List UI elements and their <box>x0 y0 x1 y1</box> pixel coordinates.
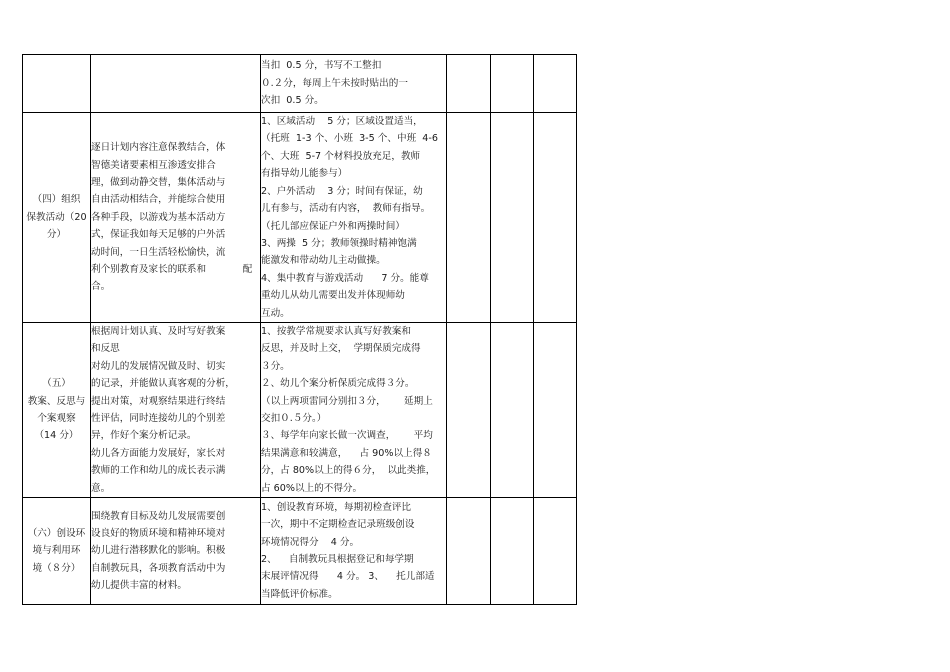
text-line: 合。 <box>91 281 111 293</box>
scoring-standard-cell <box>261 498 447 605</box>
score-cell <box>447 55 491 113</box>
text-line: 重幼儿从幼儿需要出发并体现师幼 <box>261 290 405 302</box>
text-line: 结果满意和较满意， 占 90%以上得８ <box>261 447 432 459</box>
table-row <box>23 113 577 323</box>
requirement-cell <box>91 498 261 605</box>
text-line: 当降低评价标准。 <box>261 588 338 600</box>
score-cell <box>447 498 491 605</box>
text-line: 分） <box>46 229 67 241</box>
score-cell <box>447 113 491 323</box>
text-line: 1、创设教育环境，每期初检查评比 <box>261 501 412 513</box>
text-line: 当扣 0.5 分，书写不工整扣 <box>261 60 382 72</box>
text-line: 逐日计划内容注意保教结合，体 <box>91 142 226 154</box>
text-line: （四）组织 <box>32 194 81 206</box>
score-cell <box>534 113 577 323</box>
requirement-cell <box>91 113 261 323</box>
evaluation-table <box>22 54 577 605</box>
category-cell <box>23 498 91 605</box>
text-line: 占 60%以上的不得分。 <box>261 482 363 494</box>
category-cell <box>23 323 91 498</box>
text-line: 1、区域活动 5 分；区域设置适当， <box>261 116 423 128</box>
text-line: 有指导幼儿能参与） <box>261 168 348 180</box>
text-line: 理，做到动静交替，集体活动与 <box>91 176 226 188</box>
text-line: 提出对策，对观察结果进行终结 <box>91 395 226 407</box>
text-line: 各种手段，以游戏为基本活动方 <box>91 211 226 223</box>
text-line: 次扣 0.5 分。 <box>261 95 324 107</box>
text-line: 2、 自制教玩具根据登记和每学期 <box>261 554 414 566</box>
text-line: （托班 1-3 个、小班 3-5 个、中班 4-6 <box>261 133 438 145</box>
text-line: ２、幼儿个案分析保质完成得３分。 <box>261 378 415 390</box>
text-line: 一次，期中不定期检查记录班级创设 <box>261 519 415 531</box>
requirement-cell <box>91 323 261 498</box>
text-line: 和反思 <box>91 343 120 355</box>
text-line: （14 分） <box>34 430 79 442</box>
text-line: 对幼儿的发展情况做及时、切实 <box>91 360 226 372</box>
text-line: 4、集中教育与游戏活动 7 分。能尊 <box>261 272 429 284</box>
text-line: 自由活动相结合，并能综合使用 <box>91 194 226 206</box>
category-cell <box>23 55 91 113</box>
scoring-standard-cell <box>261 55 447 113</box>
score-cell <box>491 55 534 113</box>
text-line: 保教活动（20 <box>26 211 87 223</box>
text-line: （托儿部应保证户外和两操时间） <box>261 220 405 232</box>
requirement-cell <box>91 55 261 113</box>
text-line: 1、按教学常规要求认真写好教案和 <box>261 326 412 337</box>
text-line: 幼儿进行潜移默化的影响。积极 <box>91 545 226 557</box>
table-row <box>23 498 577 605</box>
text-line: 教案、反思与 <box>27 395 86 407</box>
text-line: 末展评情况得 4 分。 3、 托儿部适 <box>261 571 435 583</box>
table-row <box>23 55 577 113</box>
scoring-standard-cell <box>261 323 447 498</box>
text-line: 反思，并及时上交， 学期保质完成得 <box>261 343 421 355</box>
score-cell <box>491 323 534 498</box>
table-row <box>23 323 577 498</box>
text-line: 设良好的物质环境和精神环境对 <box>91 527 226 539</box>
score-cell <box>534 55 577 113</box>
text-line: 2、户外活动 3 分；时间有保证，幼 <box>261 185 423 197</box>
text-line: 境与利用环 <box>32 545 81 557</box>
text-line: 3、两操 5 分；教师领操时精神饱满 <box>261 237 417 249</box>
text-line: 根据周计划认真、及时写好教案 <box>91 326 226 337</box>
text-line: 的记录，并能做认真客观的分析， <box>91 378 235 390</box>
category-cell <box>23 113 91 323</box>
text-line: 教师的工作和幼儿的成长表示满 <box>91 465 226 477</box>
text-line: 能激发和带动幼儿主动做操。 <box>261 255 386 267</box>
score-cell <box>534 498 577 605</box>
score-cell <box>534 323 577 498</box>
text-line: 意。 <box>91 482 111 494</box>
score-cell <box>447 323 491 498</box>
text-line: 分，占 80%以上的得６分， 以此类推， <box>261 465 436 477</box>
text-line: ３分。 <box>261 360 290 372</box>
score-cell <box>491 113 534 323</box>
text-line: 互动。 <box>261 307 290 319</box>
text-line: 幼儿各方面能力发展好，家长对 <box>91 447 226 459</box>
text-line: 式，保证我如每天足够的户外活 <box>91 229 226 241</box>
text-line: 异，作好个案分析记录。 <box>91 430 197 442</box>
text-line: （五） <box>42 378 71 390</box>
text-line: 性评估，同时连接幼儿的个别差 <box>91 413 226 425</box>
text-line: 自制教玩具，各项教育活动中为 <box>91 562 226 574</box>
text-line: 围绕教育目标及幼儿发展需要创 <box>91 510 226 522</box>
scoring-standard-cell <box>261 113 447 323</box>
text-line: 境（８分） <box>32 562 81 574</box>
text-line: 个案观察 <box>37 413 76 425</box>
text-line: 智德美诸要素相互渗透安排合 <box>91 159 216 171</box>
text-line: 儿有参与，活动有内容， 教师有指导。 <box>261 203 431 215</box>
text-line: （六）创设环 <box>27 527 86 539</box>
text-line: （以上两项雷同分别扣３分， 延期上 <box>261 395 433 407</box>
text-line: 个、大班 5-7 个材料投放充足，教师 <box>261 150 421 162</box>
text-line: 交扣０.５分。） <box>261 413 327 425</box>
text-line: ３、每学年向家长做一次调查， 平均 <box>261 430 433 442</box>
text-line: 利个别教育及家长的联系和 配 <box>91 264 253 276</box>
text-line: ０.２分，每周上午未按时贴出的一 <box>261 77 408 89</box>
text-line: 环境情况得分 4 分。 <box>261 536 360 548</box>
text-line: 动时间，一日生活轻松愉快，流 <box>91 246 226 258</box>
score-cell <box>491 498 534 605</box>
text-line: 幼儿提供丰富的材料。 <box>91 580 187 592</box>
